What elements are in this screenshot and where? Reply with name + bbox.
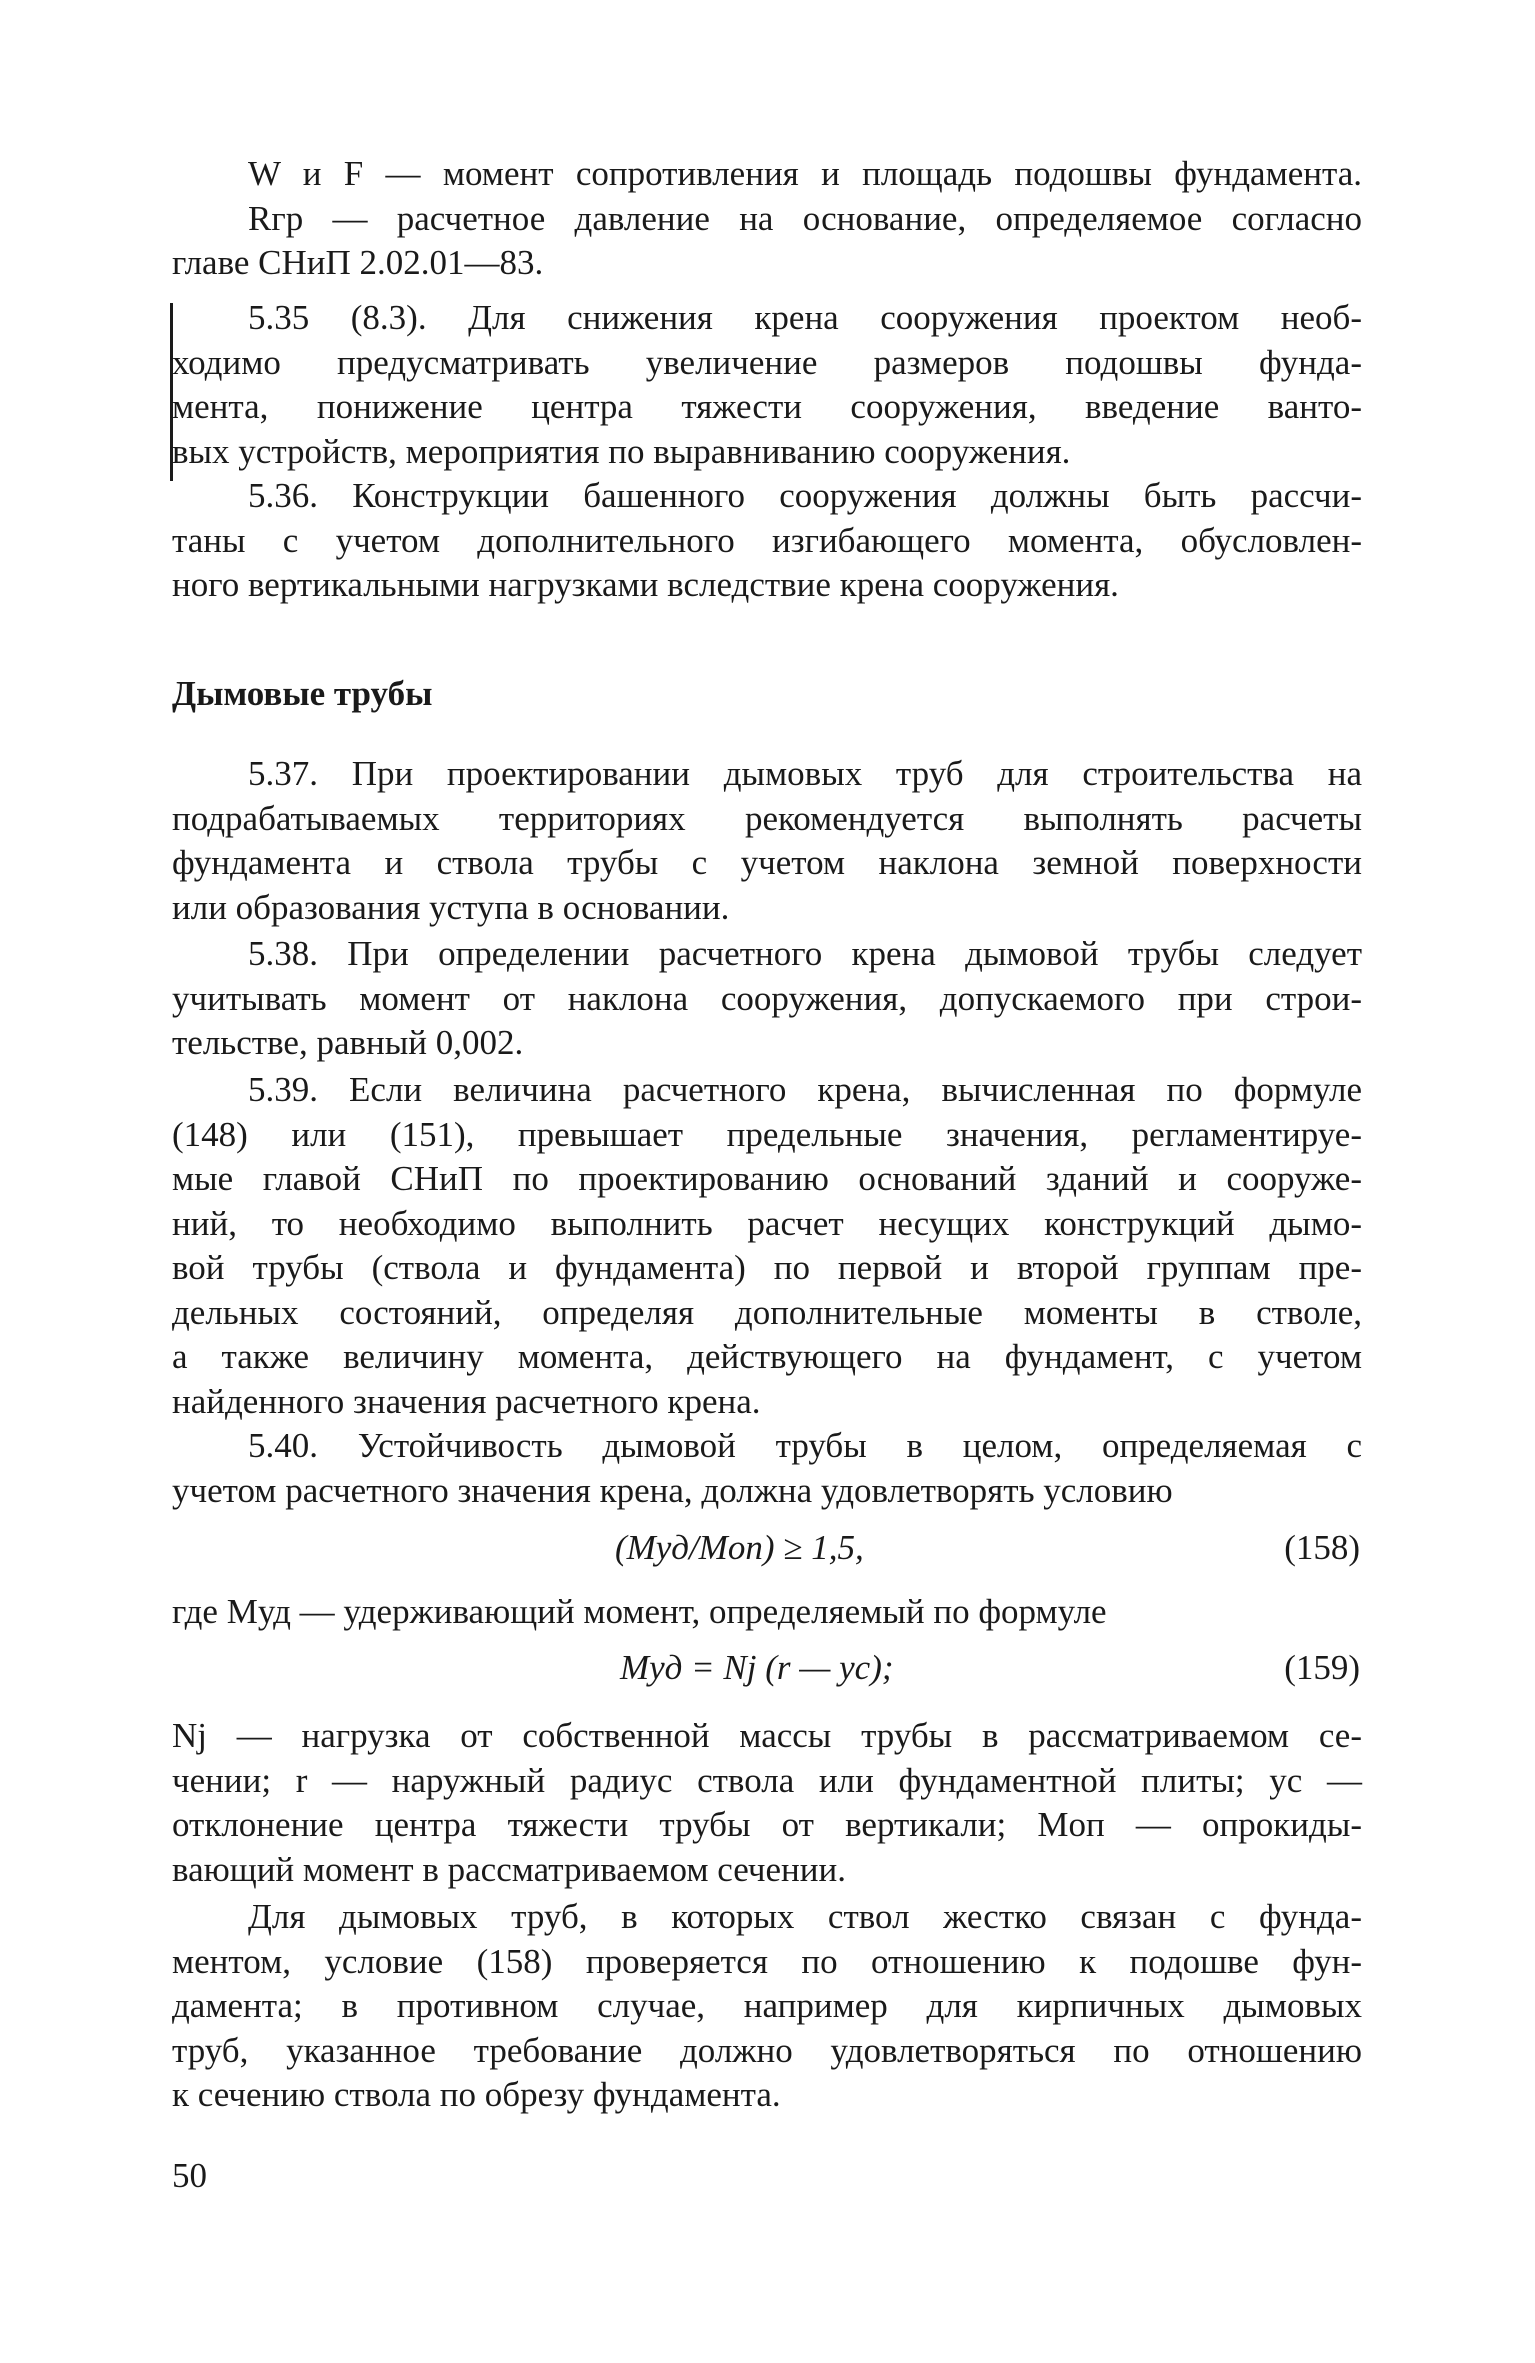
text-line: фундамента и ствола трубы с учетом наклона земной поверхности (172, 843, 1362, 882)
text-line: тельстве, равный 0,002. (172, 1023, 524, 1062)
text-line: дамента; в противном случае, например для кирпичных дымовых (172, 1986, 1362, 2025)
text-line: 5.39. Если величина расчетного крена, вычисленная по формуле (248, 1070, 1362, 1109)
paragraph-5-40 (172, 1424, 1362, 1513)
text-line: вых устройств, мероприятия по выравниванию сооружения. (172, 431, 1071, 471)
formula-number-159: (159) (1284, 1648, 1360, 1687)
text-line: труб, указанное требование должно удовлетворяться по отношению (172, 2030, 1362, 2070)
text-line: где Mуд — удерживающий момент, определяемый по формуле (172, 1592, 1107, 1631)
text-line: мые главой СНиП по проектированию оснований зданий и сооруже- (172, 1159, 1362, 1198)
text-line: или образования уступа в основании. (172, 887, 730, 927)
paragraph-where (172, 1590, 1362, 1635)
text-line: 5.38. При определении расчетного крена дымовой трубы следует (248, 934, 1362, 973)
text-line: W и F — момент сопротивления и площадь подошвы фундамента. (248, 154, 1362, 193)
text-line: а также величину момента, действующего на фундамент, с учетом (172, 1337, 1362, 1376)
text-line: 5.35 (8.3). Для снижения крена сооружения проектом необ- (248, 298, 1362, 337)
text-line: ментом, условие (158) проверяется по отношению к подошве фун- (172, 1941, 1362, 1981)
text-line: 5.37. При проектировании дымовых труб для строительства на (248, 754, 1362, 793)
paragraph-5-36 (172, 474, 1362, 608)
text-line: найденного значения расчетного крена. (172, 1381, 761, 1421)
text-line: ного вертикальными нагрузками вследствие крена сооружения. (172, 565, 1119, 604)
text-line: 5.36. Конструкции башенного сооружения должны быть рассчи- (248, 476, 1362, 515)
text-line: учетом расчетного значения крена, должна удовлетворять условию (172, 1470, 1173, 1510)
text-line: к сечению ствола по обрезу фундамента. (172, 2075, 781, 2114)
text-line: 5.40. Устойчивость дымовой трубы в целом, определяемая с (248, 1426, 1362, 1465)
text-line: главе СНиП 2.02.01—83. (172, 243, 544, 282)
section-heading: Дымовые трубы (172, 674, 433, 713)
text-line: Nj — нагрузка от собственной массы трубы в рассматриваемом се- (172, 1716, 1362, 1755)
text-line: учитывать момент от наклона сооружения, допускаемого при строи- (172, 978, 1362, 1018)
text-line: вающий момент в рассматриваемом сечении. (172, 1849, 846, 1889)
text-line: отклонение центра тяжести трубы от вертикали; Mоп — опрокиды- (172, 1805, 1362, 1844)
paragraph-definitions (172, 152, 1362, 286)
text-line: подрабатываемых территориях рекомендуется выполнять расчеты (172, 798, 1362, 838)
paragraph-5-37 (172, 752, 1362, 930)
text-line: Для дымовых труб, в которых ствол жестко связан с фунда- (248, 1897, 1362, 1936)
text-line: дельных состояний, определяя дополнительные моменты в стволе, (172, 1292, 1362, 1332)
text-line: ходимо предусматривать увеличение размеров подошвы фунда- (172, 342, 1362, 382)
formula-158: (Mуд/Mоп) ≥ 1,5, (615, 1528, 864, 1567)
text-line: чении; r — наружный радиус ствола или фундаментной плиты; yc — (172, 1760, 1362, 1800)
paragraph-5-35 (172, 296, 1362, 474)
paragraph-5-39 (172, 1068, 1362, 1424)
paragraph-5-38 (172, 932, 1362, 1066)
formula-159: Mуд = Nj (r — yc); (620, 1648, 894, 1687)
page-number: 50 (172, 2156, 207, 2195)
text-line: (148) или (151), превышает предельные значения, регламентируе- (172, 1114, 1362, 1154)
text-line: таны с учетом дополнительного изгибающего момента, обусловлен- (172, 520, 1362, 560)
paragraph-nj (172, 1714, 1362, 1892)
paragraph-final (172, 1895, 1362, 2118)
text-line: Rгр — расчетное давление на основание, определяемое согласно (248, 198, 1362, 238)
text-line: мента, понижение центра тяжести сооружения, введение ванто- (172, 387, 1362, 426)
formula-number-158: (158) (1284, 1528, 1360, 1567)
text-line: ний, то необходимо выполнить расчет несущих конструкций дымо- (172, 1203, 1362, 1243)
text-line: вой трубы (ствола и фундамента) по первой и второй группам пре- (172, 1248, 1362, 1287)
